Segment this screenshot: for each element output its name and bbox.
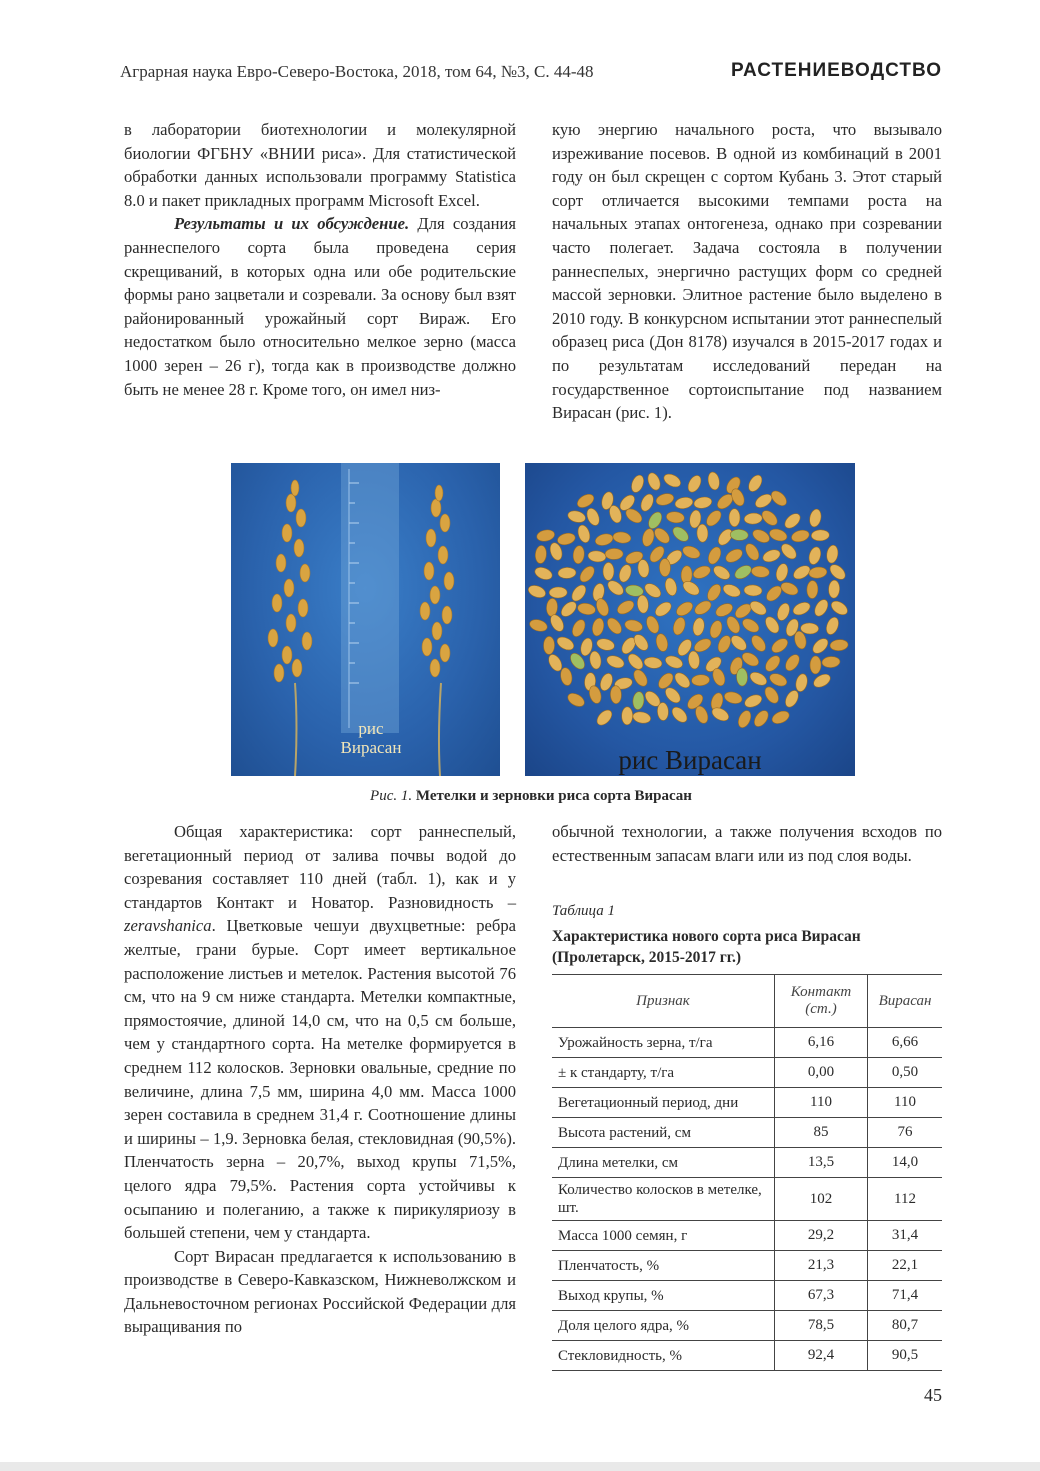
rice-grain <box>589 650 603 669</box>
rice-grain <box>549 587 567 598</box>
paragraph-characteristics <box>124 820 516 1245</box>
table-title: Характеристика нового сорта риса Вирасан (Пролетарск, 2015-2017 гг.) <box>552 928 861 966</box>
photo1-label-line1: рис <box>358 719 384 738</box>
paragraph-text: Для создания раннеспелого сорта была проведена серия скрещиваний, в которых одна или обе родительские формы рано зацветали и созревали. За основу был взят районированный урожайный сорт Вираж. Его недостатком было относительно мелкое зерно (масса 1000 зерен – 26 г), тогда как в производстве должно быть не менее 28 г. Кроме того, он имел низ- <box>124 214 516 399</box>
rice-grain <box>655 492 675 508</box>
rice-grain <box>605 615 625 636</box>
table-cell: 90,5 <box>868 1341 943 1371</box>
rice-grain <box>691 564 712 581</box>
table-cell: Пленчатость, % <box>552 1251 775 1281</box>
rice-grain <box>559 599 580 619</box>
rice-grain <box>774 562 789 582</box>
rice-grain <box>527 583 548 600</box>
rice-grain <box>733 563 754 582</box>
table-cell: 78,5 <box>775 1311 868 1341</box>
rice-grain <box>671 616 687 636</box>
rice-grain <box>605 548 623 559</box>
rice-grain <box>605 653 626 670</box>
table-cell: 85 <box>775 1118 868 1148</box>
rice-grain <box>556 531 576 546</box>
rice-grain <box>790 528 810 543</box>
table-row <box>552 1251 942 1281</box>
rice-grain <box>782 511 803 531</box>
table-row <box>552 1281 942 1311</box>
rice-grain <box>711 563 732 582</box>
rice-grain <box>812 597 831 618</box>
rice-grain <box>744 513 763 525</box>
rice-grain <box>653 599 674 619</box>
table-cell: 110 <box>868 1088 943 1118</box>
rice-grain <box>752 708 771 729</box>
column-left-bottom <box>124 820 516 1339</box>
rice-grain <box>625 651 645 672</box>
rice-grain <box>577 564 597 585</box>
rice-grain <box>566 691 587 710</box>
table-cell: 31,4 <box>868 1221 943 1251</box>
rice-grain <box>570 618 588 639</box>
rice-grain <box>670 524 691 544</box>
paragraph: кую энергию начального роста, что вызывало изреживание посевов. В одной из комбинаций в 2001 году он был скрещен с сортом Кубань 3. Этот старый сорт отличается высокими темпами роста на начальных этапах онтогенеза, однако при созревании часто полегает. Задача состояла в получении раннеспелых, энергично растущих форм со средней массой зерновки. Элитное растение было выделено в 2010 году. В конкурсном испытании этот раннеспелый образец риса (Дон 8178) изучался в 2015-2017 годах и по результатам исследований передан на государственное сортоиспытание под названием Вирасан (рис. 1). <box>552 120 942 423</box>
rice-grain <box>631 667 650 688</box>
paragraph: в лаборатории биотехнологии и молекулярной биологии ФГБНУ «ВНИИ риса». Для статистической обработки данных использовали программу Statistica 8.0 и пакет прикладных программ Microsoft Excel. <box>124 120 516 210</box>
table-cell: Масса 1000 семян, г <box>552 1221 775 1251</box>
page-number: 45 <box>924 1385 942 1405</box>
rice-grain <box>729 509 740 527</box>
rice-grain <box>704 508 724 529</box>
column-right-bottom <box>552 820 942 867</box>
table-cell: 102 <box>775 1178 868 1221</box>
rice-grain <box>827 562 848 582</box>
rice-grain <box>707 471 721 491</box>
rice-grain <box>533 565 554 582</box>
rice-grain <box>723 690 743 705</box>
table-row <box>552 1178 942 1221</box>
rice-grain <box>751 527 772 545</box>
rice-grain <box>736 668 748 686</box>
table-row <box>552 1028 942 1058</box>
rice-grain <box>822 656 841 668</box>
rice-grain <box>791 600 812 618</box>
table-row <box>552 1221 942 1251</box>
rice-grain <box>528 618 548 634</box>
rice-grain <box>740 650 761 669</box>
figure-caption-text: Метелки и зерновки риса сорта Вирасан <box>415 788 692 804</box>
table-header-cell: Вирасан <box>868 975 943 1028</box>
grains-photo <box>525 463 855 776</box>
characteristics-table <box>552 974 942 1371</box>
rice-grain <box>743 692 764 709</box>
rice-grain <box>577 602 597 616</box>
table-cell: Стекловидность, % <box>552 1341 775 1371</box>
rice-grain <box>632 691 645 710</box>
table-cell: Вегетационный период, дни <box>552 1088 775 1118</box>
running-header <box>120 60 942 86</box>
rice-grain <box>591 617 606 637</box>
rice-grain <box>617 563 633 584</box>
rice-grain <box>641 527 656 547</box>
page-bottom-bar <box>0 1462 1040 1471</box>
table-cell: 0,50 <box>868 1058 943 1088</box>
table-header-cell: Контакт (ст.) <box>775 975 868 1028</box>
rice-grain <box>808 566 827 579</box>
rice-grain <box>629 473 646 494</box>
rice-grain <box>768 527 789 543</box>
rice-grain <box>638 492 655 513</box>
rice-grain <box>655 633 670 653</box>
table-cell: Высота растений, см <box>552 1118 775 1148</box>
rice-grain <box>775 601 792 622</box>
journal-citation: Аграрная наука Евро-Северо-Востока, 2018, том 64, №3, С. 44-48 <box>120 62 594 81</box>
rice-grain <box>652 525 673 546</box>
rice-grain <box>585 506 602 527</box>
rice-grain <box>728 633 749 653</box>
rice-grain <box>674 599 695 618</box>
rice-grain <box>730 529 749 541</box>
grains-illustration <box>525 463 855 776</box>
table-cell: 92,4 <box>775 1341 868 1371</box>
rice-grain <box>576 524 592 544</box>
paragraph: Сорт Вирасан предлагается к использованию в производстве в Северо-Кавказском, Нижневолжском и Дальневосточном регионах Российской Федерации для выращивания по <box>124 1246 516 1337</box>
rice-grain <box>603 562 614 580</box>
rice-grain <box>622 707 633 725</box>
table-row <box>552 1088 942 1118</box>
rice-grain <box>543 636 554 654</box>
section-title: РАСТЕНИЕВОДСТВО <box>730 60 942 81</box>
rice-grain <box>687 650 700 669</box>
rice-grain <box>674 496 694 510</box>
rice-grain <box>811 529 830 541</box>
rice-grain <box>697 524 709 542</box>
rice-grain <box>751 565 770 578</box>
table-cell: 80,7 <box>868 1311 943 1341</box>
rice-grain <box>575 492 596 511</box>
rice-grain <box>672 670 693 691</box>
species-name: zeravshanica <box>124 916 212 936</box>
rice-grain <box>779 580 800 597</box>
rice-grain <box>830 639 849 652</box>
rice-grain <box>692 598 713 617</box>
rice-grain <box>736 709 753 730</box>
rice-grain <box>779 541 799 562</box>
rice-grain <box>746 473 765 494</box>
rice-grain <box>810 636 831 656</box>
rice-grain <box>693 496 713 510</box>
rice-grain <box>800 623 819 635</box>
table-cell: 21,3 <box>775 1251 868 1281</box>
table-cell: 112 <box>868 1178 943 1221</box>
figure-caption-label: Рис. 1. <box>370 788 413 804</box>
table-cell: 76 <box>868 1118 943 1148</box>
rice-grain <box>612 531 631 544</box>
table-row <box>552 1341 942 1371</box>
rice-grain <box>808 508 823 528</box>
column-left-top <box>124 118 516 401</box>
rice-grain <box>770 709 791 726</box>
table-cell: Выход крупы, % <box>552 1281 775 1311</box>
table-row <box>552 1148 942 1178</box>
rice-grain <box>783 652 802 673</box>
table-cell: 14,0 <box>868 1148 943 1178</box>
rice-grain <box>666 511 685 524</box>
table-cell: Доля целого ядра, % <box>552 1311 775 1341</box>
photo2-label: рис Вирасан <box>618 745 762 775</box>
rice-grain <box>716 634 734 655</box>
rice-grain <box>572 545 585 564</box>
rice-grain <box>669 704 689 725</box>
table-cell: 110 <box>775 1088 868 1118</box>
rice-grain <box>748 670 769 688</box>
rice-grain <box>659 559 670 577</box>
paragraph: обычной технологии, а также получения всходов по естественным запасам влаги или из под слоя воды. <box>552 822 942 865</box>
rice-grain <box>829 598 850 617</box>
photo1-label <box>339 719 403 757</box>
section-heading-results: Результаты и их обсуждение. <box>174 214 410 234</box>
rice-grain <box>644 614 661 635</box>
table-cell: 0,00 <box>775 1058 868 1088</box>
table-cell: Длина метелки, см <box>552 1148 775 1178</box>
rice-grain <box>587 550 606 563</box>
rice-grain <box>664 654 685 671</box>
rice-grain <box>724 546 745 565</box>
rice-grain <box>646 510 665 531</box>
table-header-cell: Признак <box>552 975 775 1028</box>
rice-grain <box>824 616 841 637</box>
rice-grain <box>748 598 769 617</box>
rice-grain <box>624 618 644 633</box>
rice-grain <box>743 541 762 562</box>
table-label: Таблица 1 <box>552 903 615 919</box>
rice-grain <box>596 637 616 652</box>
rice-grain <box>656 670 676 691</box>
column-right-top <box>552 118 942 425</box>
paragraph-text: . Цветковые чешуи двухцветные: ребра желтые, грани бурые. Сорт имеет вертикальное расположение листьев и метелок. Растения высотой 76 см, что на 9 см ниже стандарта. Метелки компактные, прямостоячие, длиной 14,0 см, что на 0,5 см больше, чем у стандартного сорта. На метелке формируется в среднем 112 колосков. Зерновки овальные, средние по величине, длина 7,5 мм, ширина 4,0 мм. Масса 1000 зерен составила в среднем 31,4 г. Соотношение длины и ширины – 1,9. Зерновка белая, стекловидная (90,5%). Пленчатость зерна – 20,7%, выход крупы 71,5%, целого ядра 79,5%. Растения сорта устойчивы к осыпанию и полеганию, а также к пирикуляриозу в большей степени, чем у стандарта. <box>124 916 516 1243</box>
rice-grain <box>567 509 587 524</box>
panicles-photo <box>231 463 500 776</box>
rice-grain <box>706 545 723 566</box>
rice-grain <box>807 580 819 598</box>
rice-grain <box>708 619 724 639</box>
rice-grain <box>555 634 576 652</box>
rice-grain <box>768 671 789 688</box>
rice-grain <box>536 528 556 542</box>
table-cell: Количество колосков в метелке, шт. <box>552 1178 775 1221</box>
rice-grain <box>637 559 650 578</box>
rice-grain <box>681 544 702 561</box>
rice-grain <box>807 546 823 566</box>
rice-grain <box>636 595 649 614</box>
rice-grain <box>632 710 652 724</box>
table-cell: 71,4 <box>868 1281 943 1311</box>
rice-grain <box>828 580 840 599</box>
rice-grain <box>692 617 706 637</box>
rice-grain <box>646 471 663 492</box>
table-row <box>552 1311 942 1341</box>
table-row <box>552 1118 942 1148</box>
table-cell: 6,16 <box>775 1028 868 1058</box>
rice-grain <box>685 473 703 494</box>
rice-grain <box>664 577 679 597</box>
table-cell: 67,3 <box>775 1281 868 1311</box>
table-cell: 6,66 <box>868 1028 943 1058</box>
rice-grain <box>762 685 781 706</box>
rice-grain <box>615 598 636 617</box>
rice-grain <box>535 545 548 564</box>
table-cell: Урожайность зерна, т/га <box>552 1028 775 1058</box>
rice-grain <box>546 598 558 617</box>
paragraph-results <box>124 212 516 401</box>
table-cell: ± к стандарту, т/га <box>552 1058 775 1088</box>
table-header-row <box>552 975 942 1028</box>
rice-grain <box>643 656 662 669</box>
rice-grain <box>691 674 710 686</box>
rice-grain <box>769 636 790 656</box>
table-cell: 13,5 <box>775 1148 868 1178</box>
rice-grain <box>657 702 669 721</box>
rice-grain <box>749 633 768 654</box>
table-row <box>552 1058 942 1088</box>
photo1-label-line2: Вирасан <box>340 738 402 757</box>
rice-grain <box>594 707 614 728</box>
rice-grain <box>744 584 763 596</box>
rice-grain <box>753 491 774 510</box>
rice-grain <box>761 547 782 564</box>
rice-grain <box>705 582 724 603</box>
rice-grain <box>569 583 588 604</box>
rice-grain <box>810 656 821 674</box>
table-cell: 22,1 <box>868 1251 943 1281</box>
rice-grain <box>559 667 573 687</box>
rice-grain <box>783 688 801 709</box>
rice-grain <box>662 471 683 489</box>
rice-grain <box>740 616 761 635</box>
rice-grain <box>558 567 577 579</box>
rice-grain <box>811 672 832 690</box>
paragraph-text: Общая характеристика: сорт раннеспелый, вегетационный период от залива почвы водой до созревания составляет 110 дней (табл. 1), как и у стандартов Контакт и Новатор. Разновидность – <box>124 822 516 912</box>
rice-grain <box>794 673 809 693</box>
figure-caption <box>120 788 942 805</box>
rice-grain <box>763 653 783 674</box>
rice-grain <box>721 582 742 599</box>
rice-grain <box>825 544 839 563</box>
rice-grain <box>594 532 614 547</box>
table-cell: 29,2 <box>775 1221 868 1251</box>
